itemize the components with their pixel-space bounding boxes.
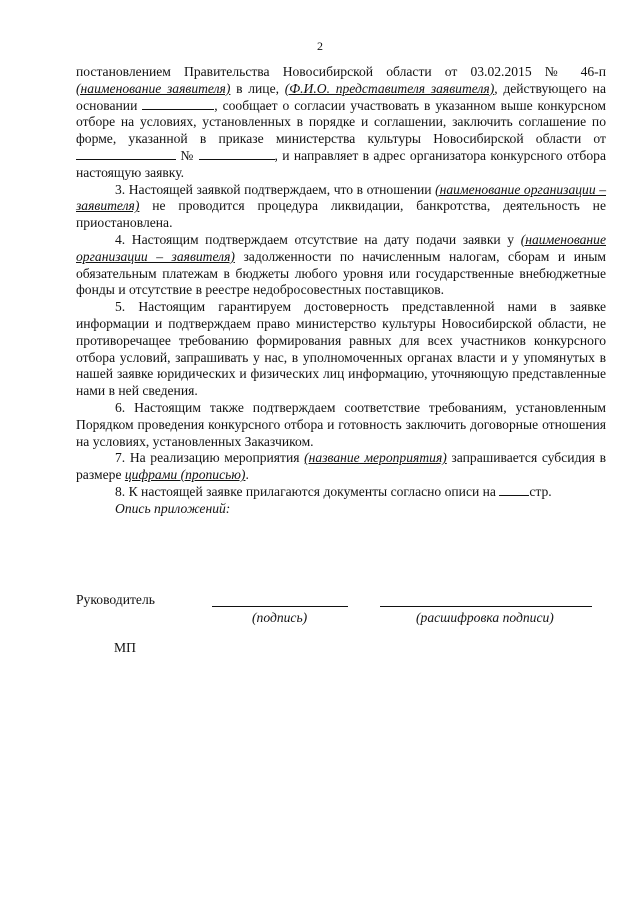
paragraph-3	[76, 182, 606, 232]
signature-role: Руководитель	[76, 592, 155, 607]
field-representative-name: (Ф.И.О. представителя заявителя)	[284, 80, 495, 96]
text: , и направляет в адрес организатора конкурсного отбора настоящую заявку.	[76, 147, 606, 180]
text: 8. К настоящей заявке прилагаются документы согласно описи на	[115, 483, 500, 499]
field-event-name: (название мероприятия)	[304, 450, 447, 466]
paragraph-intro	[76, 64, 606, 182]
signature-decode-caption: (расшифровка подписи)	[416, 610, 554, 625]
paragraph-8	[76, 484, 606, 501]
text: 4. Настоящим подтверждаем отсутствие на дату подачи заявки у	[115, 231, 521, 247]
blank-line-order-number	[199, 148, 275, 160]
signature-caption: (подпись)	[252, 610, 308, 625]
paragraph-7	[76, 450, 606, 484]
text: , действующего на основании	[76, 80, 606, 113]
text: задолженности по начисленным налогам, сборам и иным обязательным платежам в бюджеты любого уровня или государственные внебюджетные фонды и отсутствие в реестре недобросовестных поставщиков.	[76, 248, 606, 298]
text: постановлением Правительства Новосибирской области от 03.02.2015 № 46-п	[76, 64, 606, 79]
field-organization-name: (наименование организации – заявителя)	[76, 231, 606, 264]
paragraph-6: 6. Настоящим также подтверждаем соответствие требованиям, установленным Порядком проведения конкурсного отбора и готовность заключить договорные отношения на условиях, установленных Заказчиком.	[76, 399, 606, 449]
document-body	[76, 64, 606, 518]
text: в лице,	[230, 80, 285, 96]
blank-line-pages	[499, 484, 529, 496]
text: №	[176, 147, 199, 163]
page-number: 2	[317, 39, 323, 53]
text: 3. Настоящей заявкой подтверждаем, что в отношении	[115, 181, 436, 197]
text: стр.	[529, 483, 552, 499]
field-applicant-name: (наименование заявителя)	[76, 80, 231, 96]
blank-line-basis	[142, 98, 214, 110]
stamp-placeholder: МП	[114, 640, 136, 655]
text: не проводится процедура ликвидации, банкротства, деятельность не приостановлена.	[76, 198, 606, 231]
text: , сообщает о согласии участвовать в указанном выше конкурсном отборе на условиях, установленных в порядке и соглашении, заключить соглашение по форме, указанной в приказе министерства культуры Новосибирской области от	[76, 97, 606, 147]
text: .	[245, 467, 249, 483]
blank-line-order-date	[76, 148, 176, 160]
signature-decode-line	[380, 606, 592, 607]
field-subsidy-amount: цифрами (прописью)	[124, 467, 246, 483]
text: запрашивается субсидия в размере	[76, 450, 607, 483]
field-organization-name: (наименование организации – заявителя)	[76, 181, 606, 214]
signature-line	[212, 606, 348, 607]
paragraph-5: 5. Настоящим гарантируем достоверность представленной нами в заявке информации и подтверждаем право министерство культуры Новосибирской области, не противоречащее требованию формирования равных для всех участников конкурсного отбора условий, запрашивать у нас, в уполномоченных органах власти и у упомянутых в нашей заявке юридических и физических лиц информацию, уточняющую представленные нами в ней сведения.	[76, 299, 606, 399]
paragraph-4	[76, 232, 606, 299]
attachments-label: Опись приложений:	[115, 500, 231, 516]
text: 7. На реализацию мероприятия	[115, 450, 305, 466]
signature-block	[76, 592, 606, 632]
